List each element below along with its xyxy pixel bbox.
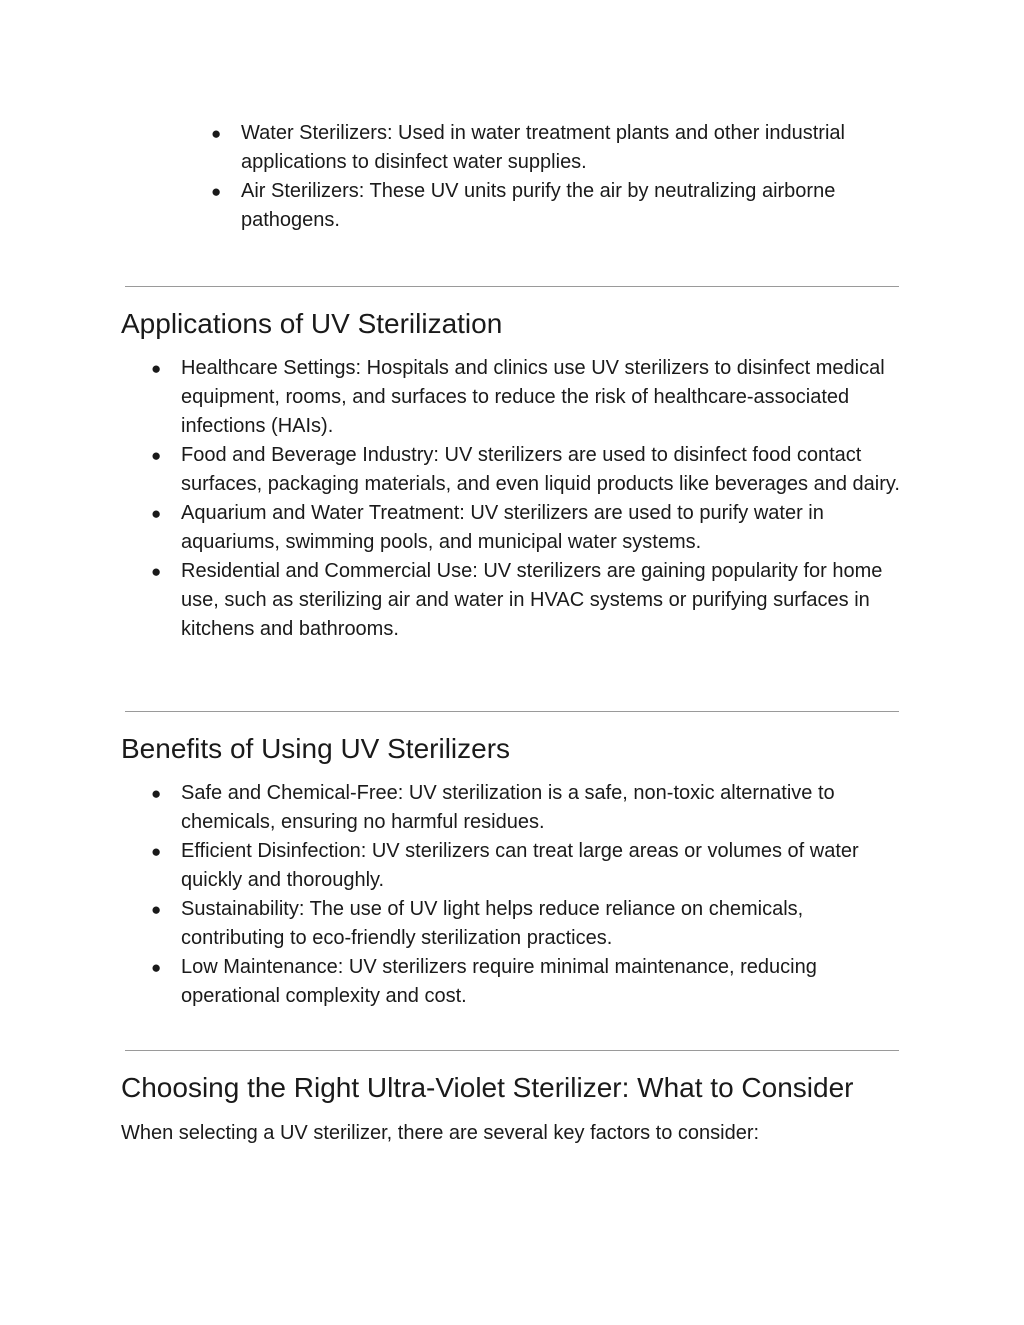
sterilizer-types-list [211,119,906,235]
list-item-text: Low Maintenance: UV sterilizers require minimal maintenance, reducing operational complexity and cost. [181,956,817,1007]
list-item-text: Residential and Commercial Use: UV sterilizers are gaining popularity for home use, such as sterilizing air and water in HVAC systems or purifying surfaces in kitchens and bathrooms. [181,560,883,640]
choosing-intro-paragraph: When selecting a UV sterilizer, there are several key factors to consider: [121,1122,760,1144]
choosing-heading: Choosing the Right Ultra-Violet Sterilizer: What to Consider [121,1072,854,1103]
bullet-icon: ● [151,504,162,523]
bullet-icon: ● [151,842,162,861]
applications-list [151,354,901,644]
bullet-icon: ● [211,124,222,143]
section-divider [125,711,899,712]
applications-heading: Applications of UV Sterilization [121,308,503,339]
bullet-icon: ● [151,900,162,919]
list-item-text: Aquarium and Water Treatment: UV sterilizers are used to purify water in aquariums, swimming pools, and municipal water systems. [181,502,824,553]
list-item-text: Efficient Disinfection: UV sterilizers can treat large areas or volumes of water quickly and thoroughly. [181,840,859,891]
list-item [151,837,901,895]
list-item [151,895,901,953]
list-item [211,177,906,235]
bullet-icon: ● [151,359,162,378]
list-item-text: Food and Beverage Industry: UV sterilizers are used to disinfect food contact surfaces, packaging materials, and even liquid products like beverages and dairy. [181,444,900,495]
list-item [151,953,901,1011]
benefits-list [151,779,901,1011]
list-item-text: Safe and Chemical-Free: UV sterilization is a safe, non-toxic alternative to chemicals, ensuring no harmful residues. [181,782,835,833]
section-divider [125,286,899,287]
bullet-icon: ● [151,784,162,803]
bullet-icon: ● [211,182,222,201]
bullet-icon: ● [151,958,162,977]
list-item [151,441,901,499]
bullet-icon: ● [151,562,162,581]
list-item [151,499,901,557]
list-item-text: Sustainability: The use of UV light helps reduce reliance on chemicals, contributing to eco-friendly sterilization practices. [181,898,804,949]
list-item [151,354,901,441]
list-item [151,779,901,837]
list-item-text: Water Sterilizers: Used in water treatment plants and other industrial applications to disinfect water supplies. [241,122,845,173]
list-item [151,557,901,644]
benefits-heading: Benefits of Using UV Sterilizers [121,733,511,764]
list-item-text: Healthcare Settings: Hospitals and clinics use UV sterilizers to disinfect medical equipment, rooms, and surfaces to reduce the risk of healthcare-associated infections (HAIs). [181,357,885,437]
bullet-icon: ● [151,446,162,465]
section-divider [125,1050,899,1051]
list-item-text: Air Sterilizers: These UV units purify the air by neutralizing airborne pathogens. [241,180,836,231]
list-item [211,119,906,177]
